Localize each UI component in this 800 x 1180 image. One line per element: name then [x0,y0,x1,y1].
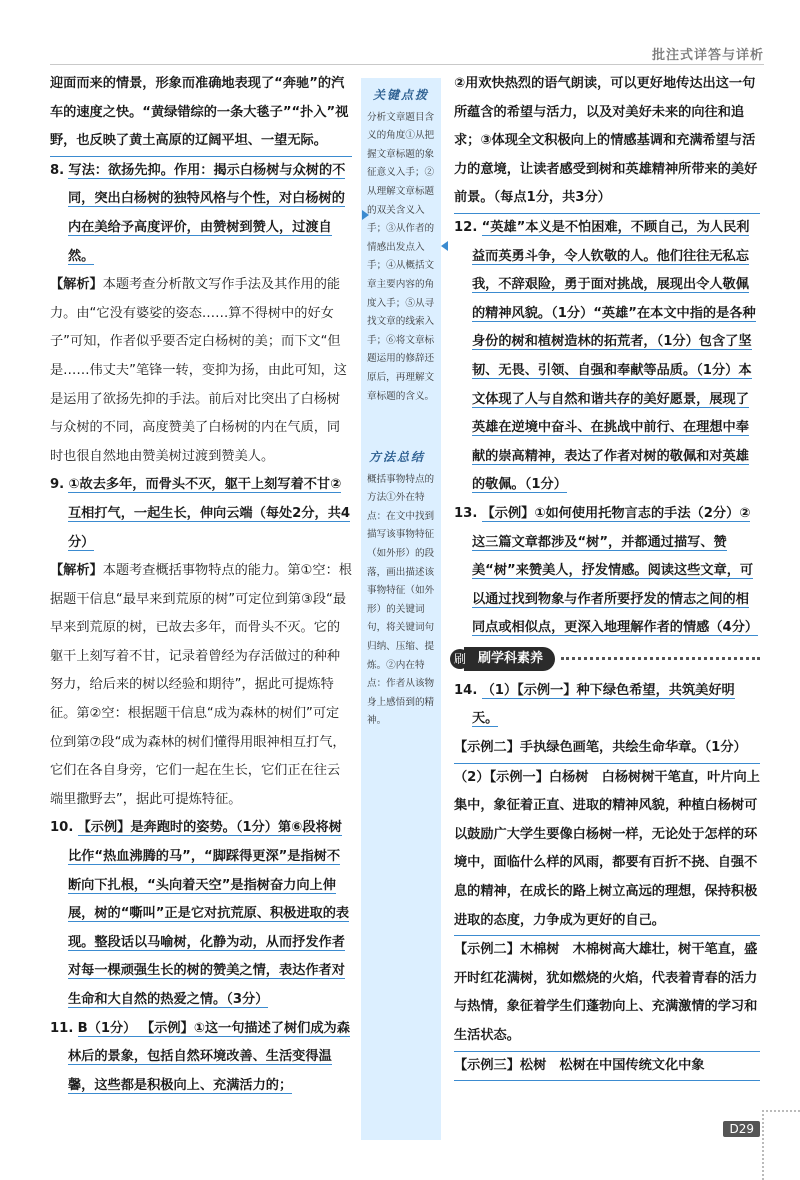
intro-paragraph: 迎面而来的情景，形象而准确地表现了“奔驰”的汽车的速度之快。“黄绿错综的一条大毯子”“扑入”视野，也反映了黄土高原的辽阔平坦、一望无际。 [50,70,352,157]
question-8 [50,157,352,271]
q11-answer: B（1分） 【示例】①这一句描述了树们成为森林后的景象，包括自然环境改善、生活变得温馨，这些都是积极向上、充满活力的； [68,1020,350,1093]
key-points-title: 关键点拨 [372,88,429,102]
question-12 [454,214,760,500]
right-pointer-icon [441,241,448,251]
q9-answer: ①故去多年，而骨头不灭，躯干上刻写着不甘②互相打气，一起生长，伸向云端（每处2分，共4分） [68,477,351,550]
q14-part2: 【示例二】手执绿色画笔，共绘生命华章。（1分） [454,734,760,764]
q8-analysis-text: 本题考查分析散文写作手法及其作用的能力。由“它没有婆娑的姿态……算不得树中的好女子”可知，作者似乎要否定白杨树的美；而下文“但是……伟丈夫”笔锋一转，变抑为扬，由此可知，这是运用了欲扬先抑的手法。前后对比突出了白杨树与众树的不同，高度赞美了白杨树的内在气质，同时也很自然地由赞美树过渡到赞美人。 [50,277,347,464]
q8-analysis [50,271,352,471]
left-pointer-icon [362,210,369,220]
q11-number: 11. [50,1020,74,1036]
section-divider [561,657,760,660]
question-11 [50,1015,352,1101]
key-points-text: 分析文章题目含义的角度①从把握文章标题的象征意义入手；②从理解文章标题的双关含义入手；③从作者的情感出发点入手；④从概括文章主要内容的角度入手；⑤从寻找文章的线索入手；⑥将文章标题运用的修辞还原后，再理解文章标题的含义。 [367,111,435,402]
q12-number: 12. [454,219,478,235]
q9-number: 9. [50,477,65,493]
q14-part1: （1）【示例一】种下绿色希望，共筑美好明天。 [472,682,735,727]
q9-analysis-text: 本题考查概括事物特点的能力。第①空：根据题干信息“最早来到荒原的树”可定位到第③段“最早来到荒原的树，已故去多年，而骨头不灭。它的躯干上刻写着不甘，记录着曾经为存活做过的种种努力，给后来的树以经验和期待”，据此可提炼特征。第②空：根据题干信息“成为森林的树们”可定位到第⑦段“成为森林的树们懂得用眼神相互打气，它们在各自身旁，它们一起在生长，它们正在往云端里撒野去”，据此可提炼特征。 [50,563,352,807]
header-title: 批注式详答与详析 [651,48,764,63]
method-summary-title: 方法总结 [369,450,426,465]
corner-decoration [762,1110,800,1180]
page-header [0,0,800,66]
question-14 [454,677,760,734]
q10-number: 10. [50,820,74,836]
question-9 [50,471,352,557]
q10-answer: 【示例】是奔跑时的姿势。（1分）第⑥段将树比作“热血沸腾的马”，“脚踩得更深”是指树不断向下扎根，“头向着天空”是指树奋力向上伸展，树的“嘶叫”正是它对抗荒原、积极进取的表现。整段话以马喻树，化静为动，从而抒发作者对每一棵顽强生长的树的赞美之情，表达作者对生命和大自然的热爱之情。（3分） [68,820,350,1007]
section-label: 刷学科素养 [464,647,555,671]
q9-analysis-tag: 【解析】 [50,563,103,579]
q13-answer: 【示例】①如何使用托物言志的手法（2分）②这三篇文章都涉及“树”，并都通过描写、赞美“树”来赞美人，抒发情感。阅读这些文章，可以通过找到物象与作者所要抒发的情志之间的相同点或相似点，更深入地理解作者的情感（4分） [472,505,759,636]
question-10 [50,814,352,1014]
q12-answer: “英雄”本义是不怕困难，不顾自己，为人民利益而英勇斗争，令人钦敬的人。他们往往无私忘我，不辞艰险，勇于面对挑战，展现出令人敬佩的精神风貌。（1分）“英雄”在本文中指的是各种身份的树和植树造林的拓荒者，（1分）包含了坚韧、无畏、引领、自强和奉献等品质。（1分）本文体现了人与自然和谐共存的美好愿景，展现了英雄在逆境中奋斗、在挑战中前行、在理想中奉献的崇高精神，表达了作者对树的敬佩和对英雄的敬佩。（1分） [472,219,756,493]
section-band [450,645,760,673]
q8-answer: 写法：欲扬先抑。作用：揭示白杨树与众树的不同，突出白杨树的独特风格与个性，对白杨树的内在美给予高度评价，由赞树到赞人，过渡自然。 [68,162,346,264]
right-column [454,70,760,1081]
q14-part4: 【示例二】木棉树 木棉树高大雄壮，树干笔直，盛开时红花满树，犹如燃烧的火焰，代表着青春的活力与热情，象征着学生们蓬勃向上、充满激情的学习和生活状态。 [454,936,760,1051]
annotation-sidebar [361,78,441,1140]
q11-continuation: ②用欢快热烈的语气朗读，可以更好地传达出这一句所蕴含的希望与活力，以及对美好未来的向往和追求；③体现全文积极向上的情感基调和充满希望与活力的意境，让读者感受到树和英雄精神所带来的美好前景。（每点1分，共3分） [454,70,760,214]
q14-part5: 【示例三】松树 松树在中国传统文化中象 [454,1052,760,1082]
method-summary-text: 概括事物特点的方法①外在特点：在文中找到描写该事物特征（如外形）的段落，画出描述该事物特征（如外形）的关键词句，将关键词句归纳、压缩、提炼。②内在特点：作者从该物身上感悟到的精神。 [367,473,435,727]
q13-number: 13. [454,505,478,521]
q14-part3: （2）【示例一】白杨树 白杨树树干笔直，叶片向上集中，象征着正直、进取的精神风貌，种植白杨树可以鼓励广大学生要像白杨树一样，无论处于怎样的环境中，面临什么样的风雨，都要有百折不挠、自强不息的精神，在成长的路上树立高远的理想，保持积极进取的态度，力争成为更好的自己。 [454,764,760,937]
q9-analysis [50,557,352,814]
q8-analysis-tag: 【解析】 [50,277,103,293]
brush-icon: 刷 [450,649,470,669]
question-13 [454,500,760,643]
q8-number: 8. [50,162,65,178]
left-column [50,70,352,1100]
page-number: D29 [723,1121,760,1137]
header-rule [50,64,764,65]
q14-number: 14. [454,682,478,698]
